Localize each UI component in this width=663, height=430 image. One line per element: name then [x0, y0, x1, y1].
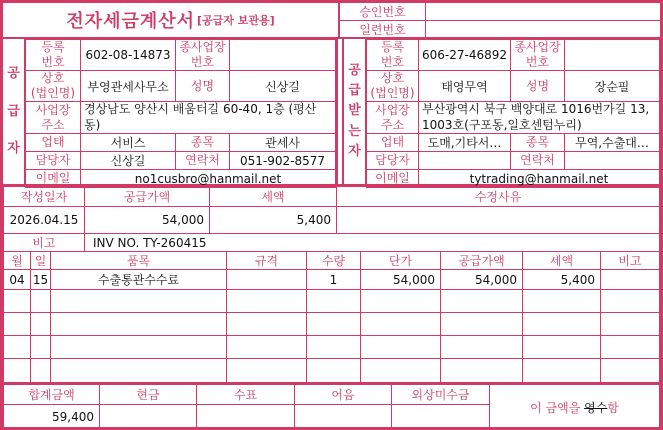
item-qty: 1	[307, 270, 361, 290]
summary-table	[3, 186, 660, 252]
item-row	[4, 313, 660, 336]
buyer-contact-label: 담당자	[367, 152, 419, 170]
bill-label: 어음	[295, 385, 392, 405]
supplier-ceo-label: 성명	[176, 71, 230, 102]
tax-amount-label: 세액	[210, 187, 337, 207]
supplier-name-value: 부영관세사무소	[81, 71, 176, 102]
cash-label: 현금	[100, 385, 197, 405]
supplier-phone-value: 051-902-8577	[230, 152, 336, 170]
item-row	[4, 270, 660, 290]
item-row	[4, 290, 660, 313]
receivable-label: 외상미수금	[392, 385, 490, 405]
buyer-ceo-label: 성명	[511, 71, 565, 102]
supplier-reg-value: 602-08-14873	[81, 40, 176, 71]
check-value	[197, 405, 295, 430]
note-label: 비고	[4, 234, 85, 252]
revision-reason-label: 수정사유	[337, 187, 660, 207]
buyer-panel	[342, 39, 660, 184]
check-label: 수표	[197, 385, 295, 405]
supplier-biztype-value: 서비스	[81, 134, 176, 152]
supplier-phone-label: 연락처	[176, 152, 230, 170]
buyer-name-value: 태영무역	[419, 71, 511, 102]
buyer-reg-label: 등록 번호	[367, 40, 419, 71]
supplier-panel	[3, 39, 338, 184]
receipt-method: 영수	[584, 400, 608, 415]
date-label: 작성일자	[4, 187, 85, 207]
col-month: 월	[4, 252, 31, 270]
supplier-address-value: 경상남도 양산시 배움터길 60-40, 1층 (평산동)	[81, 102, 336, 134]
date-value: 2026.04.15	[4, 207, 85, 234]
col-note: 비고	[601, 252, 660, 270]
supplier-side-label: 공 급 자	[3, 39, 25, 184]
buyer-address-value: 부산광역시 북구 백양대로 1016번가길 13, 1003호(구포동,일호센텀누리)	[419, 102, 660, 134]
col-tax: 세액	[523, 252, 601, 270]
supplier-email-value: no1cusbro@hanmail.net	[81, 170, 336, 188]
buyer-side-label: 공 급 받 는 자	[344, 39, 366, 184]
supplier-biztype-label: 업태	[26, 134, 81, 152]
buyer-phone-value	[565, 152, 660, 170]
item-row	[4, 336, 660, 359]
buyer-reg-value: 606-27-46892	[419, 40, 511, 71]
supplier-item-label: 종목	[176, 134, 230, 152]
note-value: INV NO. TY-260415	[85, 234, 660, 252]
revision-reason-value	[337, 207, 660, 234]
page-title: 전자세금계산서	[66, 11, 196, 32]
approval-row	[340, 3, 660, 21]
col-supply-amount: 공급가액	[441, 252, 523, 270]
buyer-email-label: 이메일	[367, 170, 419, 188]
approval-number-value	[426, 3, 660, 20]
supply-amount-label: 공급가액	[85, 187, 210, 207]
buyer-subbiz-value	[565, 40, 660, 71]
item-note	[601, 270, 660, 290]
col-day: 일	[31, 252, 51, 270]
item-month: 04	[4, 270, 31, 290]
col-unit-price: 단가	[361, 252, 441, 270]
supplier-subbiz-value	[230, 40, 336, 71]
serial-number-label: 일련번호	[340, 21, 426, 38]
title-box	[3, 3, 340, 37]
buyer-contact-value	[419, 152, 511, 170]
header-section	[3, 3, 660, 39]
supplier-reg-label: 등록 번호	[26, 40, 81, 71]
buyer-address-label: 사업장 주소	[367, 102, 419, 134]
buyer-item-label: 종목	[511, 134, 565, 152]
receivable-value	[392, 405, 490, 430]
buyer-name-label: 상호 (법인명)	[367, 71, 419, 102]
page-subtitle: [공급자 보관용]	[197, 14, 275, 27]
item-day: 15	[31, 270, 51, 290]
col-item: 품목	[51, 252, 227, 270]
col-qty: 수량	[307, 252, 361, 270]
buyer-subbiz-label: 종사업장 번호	[511, 40, 565, 71]
supplier-table	[25, 39, 336, 188]
approval-block	[340, 3, 660, 37]
serial-row	[340, 21, 660, 38]
supplier-item-value: 관세사	[230, 134, 336, 152]
party-section	[3, 39, 660, 186]
item-row	[4, 359, 660, 383]
supplier-name-label: 상호 (법인명)	[26, 71, 81, 102]
buyer-biztype-value: 도매,기타서…	[419, 134, 511, 152]
supplier-address-label: 사업장 주소	[26, 102, 81, 134]
items-table	[3, 251, 660, 383]
items-section	[3, 251, 660, 382]
supplier-email-label: 이메일	[26, 170, 81, 188]
approval-number-label: 승인번호	[340, 3, 426, 20]
col-spec: 규격	[227, 252, 307, 270]
tax-amount-value: 5,400	[210, 207, 337, 234]
supply-amount-value: 54,000	[85, 207, 210, 234]
totals-section	[3, 382, 660, 427]
total-amount-label: 합계금액	[4, 385, 100, 405]
supplier-ceo-value: 신상길	[230, 71, 336, 102]
receipt-statement-prefix: 이 금액을	[530, 400, 585, 415]
summary-section	[3, 186, 660, 251]
receipt-statement-suffix: 함	[607, 400, 619, 415]
total-amount-value: 59,400	[4, 405, 100, 430]
buyer-phone-label: 연락처	[511, 152, 565, 170]
bill-value	[295, 405, 392, 430]
item-spec	[227, 270, 307, 290]
supplier-subbiz-label: 종사업장 번호	[176, 40, 230, 71]
receipt-statement	[490, 385, 660, 430]
buyer-ceo-value: 장순필	[565, 71, 660, 102]
cash-value	[100, 405, 197, 430]
item-supply-amount: 54,000	[441, 270, 523, 290]
items-header-row	[4, 252, 660, 270]
totals-table	[3, 384, 660, 430]
serial-number-value	[426, 21, 660, 38]
item-tax: 5,400	[523, 270, 601, 290]
buyer-biztype-label: 업태	[367, 134, 419, 152]
buyer-email-value: tytrading@hanmail.net	[419, 170, 660, 188]
supplier-contact-label: 담당자	[26, 152, 81, 170]
item-description: 수출통관수수료	[51, 270, 227, 290]
item-unit-price: 54,000	[361, 270, 441, 290]
buyer-table	[366, 39, 660, 188]
supplier-contact-value: 신상길	[81, 152, 176, 170]
buyer-item-value: 무역,수출대…	[565, 134, 660, 152]
